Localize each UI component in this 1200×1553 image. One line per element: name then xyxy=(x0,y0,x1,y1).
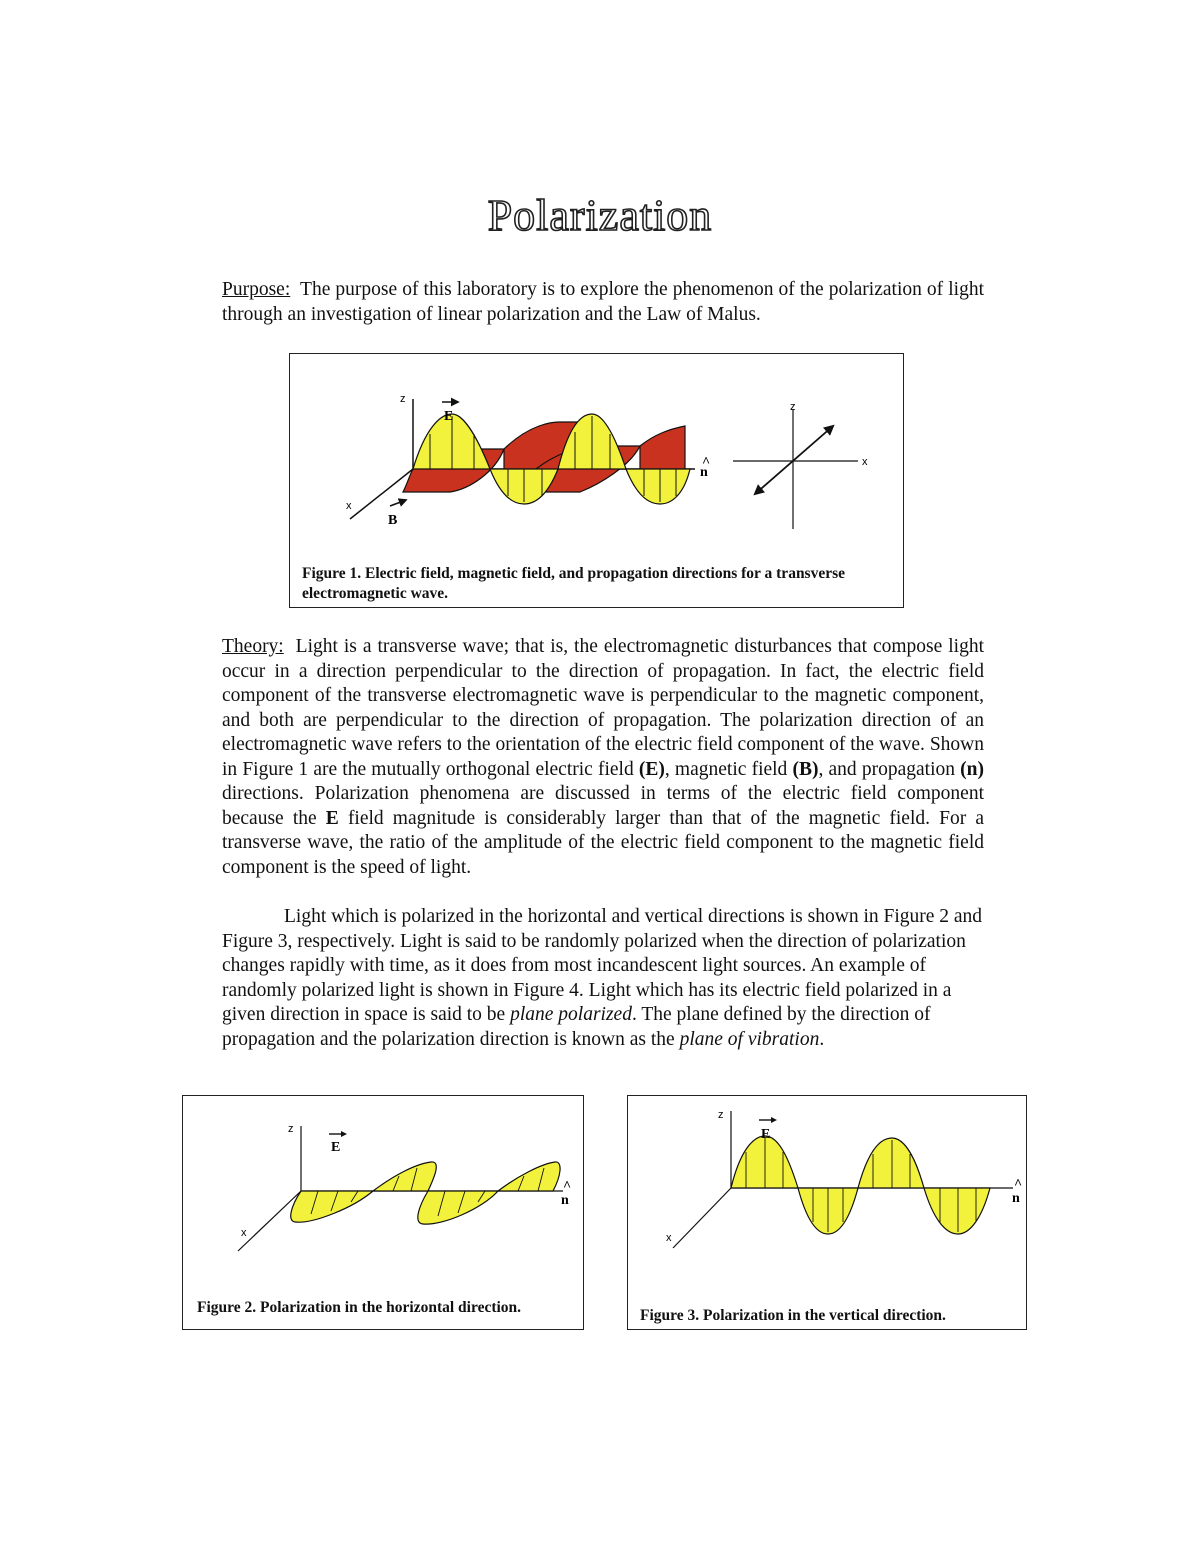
para2-text-1: Light which is polarized in the horizontal and vertical directions is shown in Figure 2 and Figure 3, respectively. Light is said to be randomly polarized when the direction of polarization changes rapidly with time, as it does from most incandescent light sources. An example of randomly polarized light is shown in Figure 4. Light which has its electric field polarized in a given direction in space is said to be xyxy=(222,906,983,1025)
n-label: n xyxy=(1012,1191,1020,1206)
theory-label: Theory: xyxy=(222,636,284,657)
para2-text-3: . xyxy=(819,1028,825,1050)
theory-text-3: , and propagation xyxy=(818,758,961,780)
plane-of-vibration-term: plane of vibration xyxy=(679,1028,820,1050)
purpose-label: Purpose: xyxy=(222,279,291,300)
z-axis-label: z xyxy=(400,393,406,405)
x-axis-label: x xyxy=(346,500,352,512)
e-label: E xyxy=(444,409,454,424)
theory-e-symbol: (E) xyxy=(638,758,665,780)
theory-text-5: field magnitude is considerably larger than that of the magnetic field. For a transverse wave, the ratio of the amplitude of the electric field component to the magnetic field component is the speed of light. xyxy=(222,807,984,878)
b-vector-arrow xyxy=(390,500,406,506)
figure-2-caption: Figure 2. Polarization in the horizontal direction. xyxy=(197,1299,522,1316)
e-arrowhead xyxy=(341,1131,347,1137)
purpose-text: The purpose of this laboratory is to explore the phenomenon of the polarization of light through an investigation of linear polarization and the Law of Malus. xyxy=(222,279,984,325)
vertical-wave xyxy=(731,1136,990,1234)
inset-z-label: z xyxy=(790,401,796,413)
theory-paragraph xyxy=(222,635,984,880)
theory-text-1: Light is a transverse wave; that is, the electromagnetic disturbances that compose light occur in a direction perpendicular to the direction of propagation. In fact, the electric field component of the transverse electromagnetic wave is perpendicular to the magnetic component, and both are perpendicular to the direction of propagation. The polarization direction of an electromagnetic wave refers to the orientation of the electric field component of the wave. Shown in Figure 1 are the mutually orthogonal electric field xyxy=(222,636,984,780)
figure-1 xyxy=(289,353,904,608)
figure-2-diagram xyxy=(183,1096,583,1329)
z-axis-label: z xyxy=(718,1109,724,1121)
theory-n-symbol: (n) xyxy=(960,758,985,780)
x-axis xyxy=(238,1191,301,1251)
horizontal-wave xyxy=(291,1162,560,1224)
theory-b-symbol: (B) xyxy=(792,758,819,780)
n-label: n xyxy=(561,1193,569,1208)
n-hat-symbol: ^ xyxy=(1014,1177,1023,1192)
n-label: n xyxy=(700,465,708,480)
figure-3 xyxy=(627,1095,1027,1330)
n-hat-symbol: ^ xyxy=(563,1179,572,1194)
figure-3-caption: Figure 3. Polarization in the vertical direction. xyxy=(640,1307,946,1324)
e-label: E xyxy=(331,1140,341,1155)
n-hat-symbol: ^ xyxy=(702,455,711,470)
b-label: B xyxy=(388,513,398,528)
x-axis-label: x xyxy=(666,1232,672,1244)
figure-3-diagram xyxy=(628,1096,1026,1329)
figure-2 xyxy=(182,1095,584,1330)
plane-polarized-term: plane polarized xyxy=(510,1004,632,1025)
theory-text-4: directions. Polarization phenomena are discussed in terms of the electric field component because the xyxy=(222,783,984,829)
e-arrowhead xyxy=(771,1117,777,1123)
x-axis xyxy=(350,469,413,519)
theory-text-2: , magnetic field xyxy=(664,758,793,780)
theory-e-bold: E xyxy=(325,807,339,829)
inset-x-label: x xyxy=(862,456,868,468)
coordinate-axes-inset xyxy=(733,401,868,529)
z-axis-label: z xyxy=(288,1123,294,1135)
e-label: E xyxy=(761,1127,771,1142)
purpose-paragraph xyxy=(222,278,984,327)
page-title: Polarization xyxy=(487,191,713,240)
x-axis-label: x xyxy=(241,1227,247,1239)
para2-text-2: . The plane defined by the direction of propagation and the polarization direction is known as the xyxy=(222,1004,931,1050)
polarization-paragraph xyxy=(222,905,984,1052)
figure-1-caption: Figure 1. Electric field, magnetic field, and propagation directions for a transverse electromagnetic wave. xyxy=(302,565,846,602)
x-axis xyxy=(673,1188,731,1248)
